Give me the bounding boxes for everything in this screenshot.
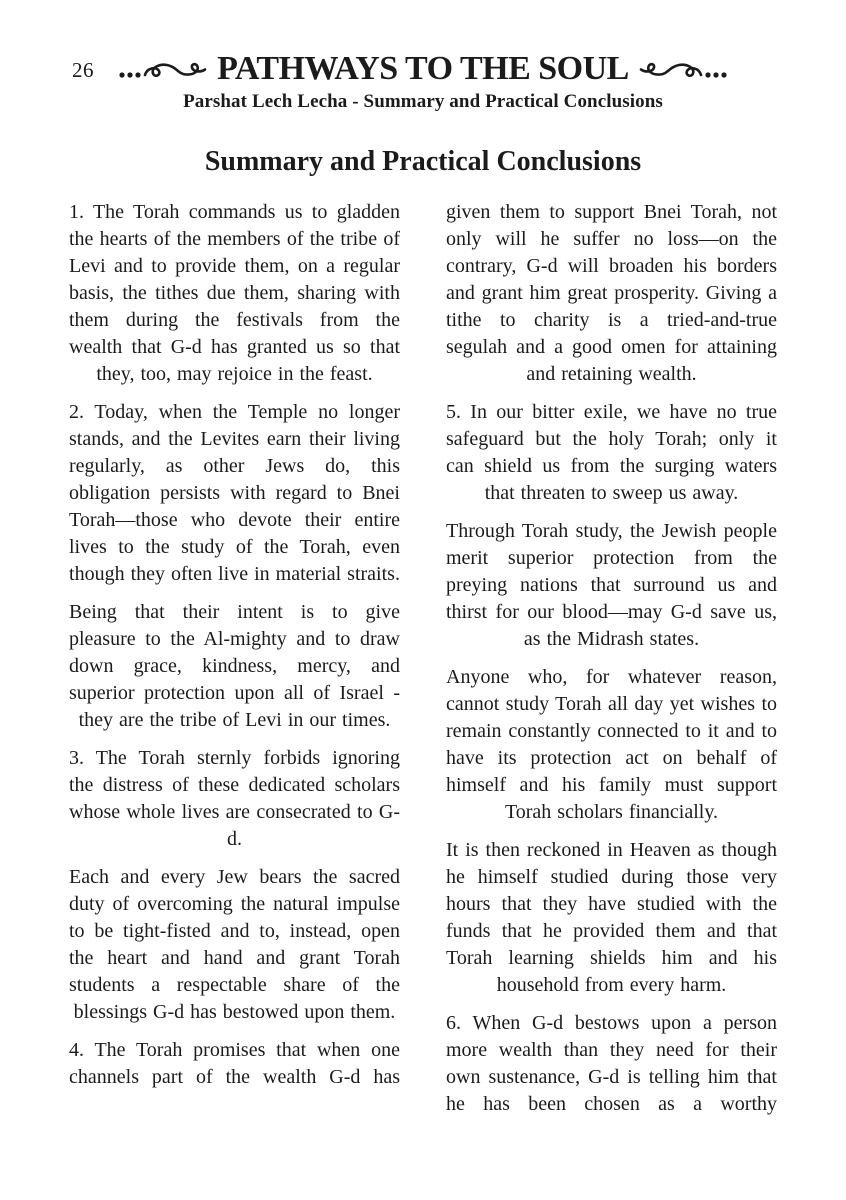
two-column-text [0,199,846,1129]
page-number: 26 [72,58,94,82]
page-header [0,0,846,113]
paragraph-8: 5. In our bitter exile, we have no true safeguard but the holy Torah; only it can shield us from the surging waters that threaten to sweep us away. [446,401,777,504]
section-heading: Summary and Practical Conclusions [204,146,642,177]
flourish-left-icon [118,59,208,85]
paragraph-10: Anyone who, for whatever reason, cannot study Torah all day yet wishes to remain constantly connected to it and to have its protection act on behalf of himself and his family must support Torah scholars financially. [446,666,777,823]
title-row [0,50,846,88]
right-column [446,199,777,1129]
paragraph-3: Being that their intent is to give pleasure to the Al-mighty and to draw down grace, kindness, mercy, and superior protection upon all of Israel - they are the tribe of Levi in our times. [69,601,400,731]
paragraph-2: 2. Today, when the Temple no longer stands, and the Levites earn their living regularly, as other Jews do, this obligation persists with regard to Bnei Torah—those who devote their entire lives to the study of the Torah, even though they often live in material straits. [69,401,400,585]
paragraph-4: 3. The Torah sternly forbids ignoring the distress of these dedicated scholars whose whole lives are consecrated to G-d. [69,747,400,850]
paragraph-12: 6. When G-d bestows upon a person more wealth than they need for their own sustenance, G-d is telling him that he has been chosen as a worthy [446,1012,777,1115]
paragraph-7: given them to support Bnei Torah, not only will he suffer no loss—on the contrary, G-d will broaden his borders and grant him great prosperity. Giving a tithe to charity is a tried-and-true segulah and a good omen for attaining and retaining wealth. [446,201,777,385]
paragraph-5: Each and every Jew bears the sacred duty of overcoming the natural impulse to be tight-fisted and to, instead, open the heart and hand and grant Torah students a respectable share of the blessings G-d has bestowed upon them. [69,866,400,1023]
flourish-right-icon [638,59,728,85]
chapter-subtitle: Parshat Lech Lecha - Summary and Practical Conclusions [183,91,663,112]
paragraph-1: 1. The Torah commands us to gladden the hearts of the members of the tribe of Levi and to provide them, on a regular basis, the tithes due them, sharing with them during the festivals from the wealth that G-d has granted us so that they, too, may rejoice in the feast. [69,201,400,385]
paragraph-11: It is then reckoned in Heaven as though he himself studied during those very hours that they have studied with the funds that he provided them and that Torah learning shields him and his household from every harm. [446,839,777,996]
paragraph-9: Through Torah study, the Jewish people merit superior protection from the preying nations that surround us and thirst for our blood—may G-d save us, as the Midrash states. [446,520,777,650]
paragraph-6: 4. The Torah promises that when one channels part of the wealth G-d has [69,1039,400,1088]
left-column [69,199,400,1129]
book-title: PATHWAYS TO THE SOUL [217,50,629,87]
